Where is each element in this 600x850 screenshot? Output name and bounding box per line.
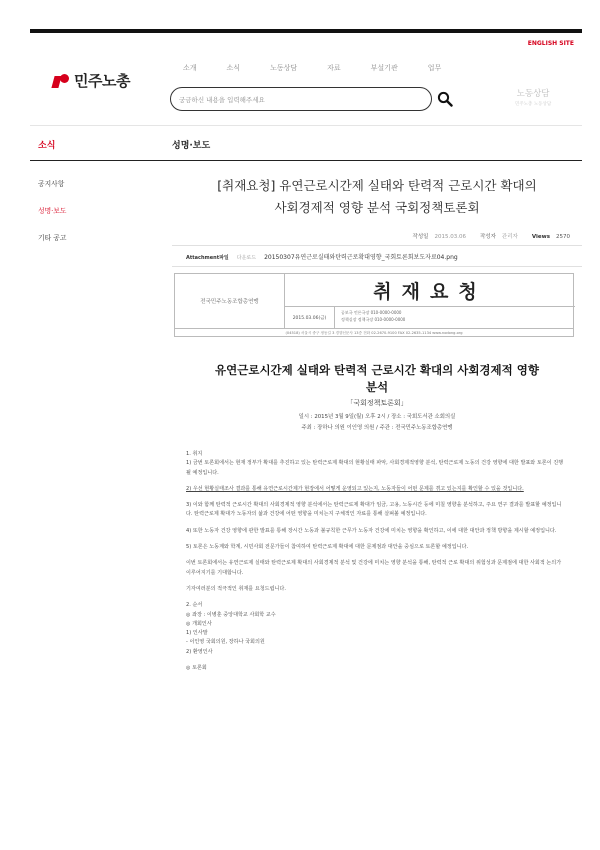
body-paragraph: 기자여러분의 적극적인 취재를 요청드립니다.: [186, 585, 286, 592]
sidebar-item-press[interactable]: 성명·보도: [38, 207, 67, 215]
body-line: ◎ 좌장 : 이병훈 중앙대학교 사회학 교수: [186, 611, 276, 618]
press-date: 2015.03.06(금): [285, 307, 335, 328]
date-value: 2015.03.06: [434, 234, 466, 240]
document-title: 유연근로시간제 실태와 탄력적 근로시간 확대의 사회경제적 영향 분석: [215, 363, 539, 394]
attachment-label: Attachment파일: [186, 255, 229, 261]
counsel-subtitle: 민주노총 노동상담: [515, 102, 552, 107]
press-footer: (04518) 서울시 중구 정동길 3 경향신문사 13층 전화 02-2670-9100 FAX 02-2635-1134 www.nodong.org: [175, 328, 573, 337]
search-icon[interactable]: [437, 91, 453, 107]
date-label: 작성일: [412, 234, 429, 240]
attachment-divider: [172, 266, 582, 267]
nav-item-work[interactable]: 업무: [427, 64, 442, 72]
article-meta: [413, 232, 571, 240]
body-line: ◎ 토론회: [186, 665, 207, 672]
english-site-link[interactable]: ENGLISH SITE: [527, 40, 574, 47]
body-heading-order: 2. 순서: [186, 602, 203, 609]
press-org: 전국민주노동조합총연맹: [175, 274, 285, 328]
section-divider: [30, 160, 582, 161]
body-paragraph: 4) 또한 노동자 건강 영향에 관한 발표를 통해 장시간 노동과 불규칙한 근무가 노동자 건강에 미치는 영향을 확인하고, 이에 대한 대안과 정책 방향을 제시할 예정입니다.: [186, 527, 557, 534]
header-divider: [30, 125, 582, 126]
top-bar: [30, 29, 582, 33]
article-title: [취재요청] 유연근로시간제 실태와 탄력적 근로시간 확대의 사회경제적 영향 분석 국회정책토론회: [217, 178, 537, 215]
nav-item-news[interactable]: 소식: [226, 64, 241, 72]
sidebar-item-other[interactable]: 기타 공고: [38, 234, 67, 242]
search-input[interactable]: [170, 87, 432, 111]
nav-item-affiliates[interactable]: 부설기관: [370, 64, 398, 72]
body-paragraph: 1) 금번 토론회에서는 현재 정부가 확대를 추진하고 있는 탄력근로제 확대의 현황실태 파악, 사회경제적영향 분석, 탄력근로제 노동의 건강 영향에 대한 발표와 토론이 진행될 예정입니다.: [186, 460, 564, 476]
labor-counsel-link[interactable]: [515, 87, 551, 107]
body-heading-purpose: 1. 취지: [186, 451, 203, 457]
logo-mark-icon: [53, 74, 70, 88]
document-info: 일시 : 2015년 3월 9일(월) 오후 2시 / 장소 : 국회도서관 소회의실 주최 : 장하나 의원 이인영 의원 / 주관 : 전국민주노동조합총연맹: [298, 414, 456, 431]
body-paragraph: 이번 토론회에서는 유연근로제 실태와 탄력근로제 확대의 사회경제적 분석 및 건강에 미치는 영향 분석을 통해, 탄력적 근로 확대의 위험성과 문제점에 대한 사회적 논의가 이루어지기를 기대합니다.: [186, 560, 562, 576]
body-line: 1) 인사말: [186, 630, 208, 637]
attachment-row: [186, 252, 458, 261]
document-subtitle: 「국회정책토론회」: [346, 399, 408, 407]
nav-item-data[interactable]: 자료: [327, 64, 341, 72]
body-line: 2) 환영인사: [186, 648, 213, 655]
global-nav: [183, 63, 441, 73]
body-paragraph: 3) 이와 함께 탄력적 근로시간 확대의 사회경제적 영향 분석에서는 탄력근로제 확대가 임금, 고용, 노동시간 등에 미칠 영향을 분석하고, 주요 연구 결과를 발표할 예정입니다. 탄력근로제 확대가 노동자의 삶과 건강에 어떤 영향을 미치는지 구체적인 자료를 통해 살펴볼 예정입니다.: [186, 502, 562, 518]
body-line: ◎ 개회인사: [186, 620, 212, 627]
views-value: 2570: [556, 234, 570, 240]
press-release-header: [174, 273, 574, 337]
views-label: Views: [531, 234, 550, 240]
search-placeholder: 궁금하신 내용을 입력해주세요: [179, 95, 265, 104]
attachment-file-link[interactable]: 20150307유연근로실태와탄력근로확대영향_국회토론회보도자료04.png: [264, 254, 458, 261]
body-paragraph: 2) 우선 현황실태조사 결과를 통해 유연근로시간제가 현장에서 어떻게 운영되고 있는지, 노동자들이 어떤 문제를 겪고 있는지를 확인할 수 있을 것입니다.: [186, 485, 524, 492]
body-paragraph: 5) 토론은 노동계와 학계, 시민사회 전문가들이 참여하여 탄력근로제 확대에 대한 문제점과 대안을 중심으로 토론할 예정입니다.: [186, 544, 469, 551]
logo-text: 민주노총: [74, 72, 130, 90]
press-contact: 공보국 언론국장 010-0000-0000 정책실장 정책국장 010-0000-0000: [341, 310, 406, 322]
logo[interactable]: [53, 70, 130, 91]
press-heading: 취재요청: [285, 274, 575, 307]
sidebar-item-notice[interactable]: 공지사항: [38, 180, 65, 188]
nav-item-intro[interactable]: 소개: [183, 64, 197, 72]
nav-item-counsel[interactable]: 노동상담: [270, 64, 298, 72]
counsel-title: 노동상담: [516, 89, 550, 99]
body-line: - 이인영 국회의원, 장하나 국회의원: [186, 639, 265, 646]
meta-divider: [172, 245, 582, 246]
download-label: 다운로드: [236, 255, 257, 261]
section-title: 소식: [38, 141, 56, 151]
author-label: 작성자: [479, 234, 496, 240]
author-value: 관리자: [501, 234, 518, 240]
page-title: 성명·보도: [172, 141, 211, 151]
sidebar: [38, 178, 66, 242]
document-body: [186, 450, 566, 680]
